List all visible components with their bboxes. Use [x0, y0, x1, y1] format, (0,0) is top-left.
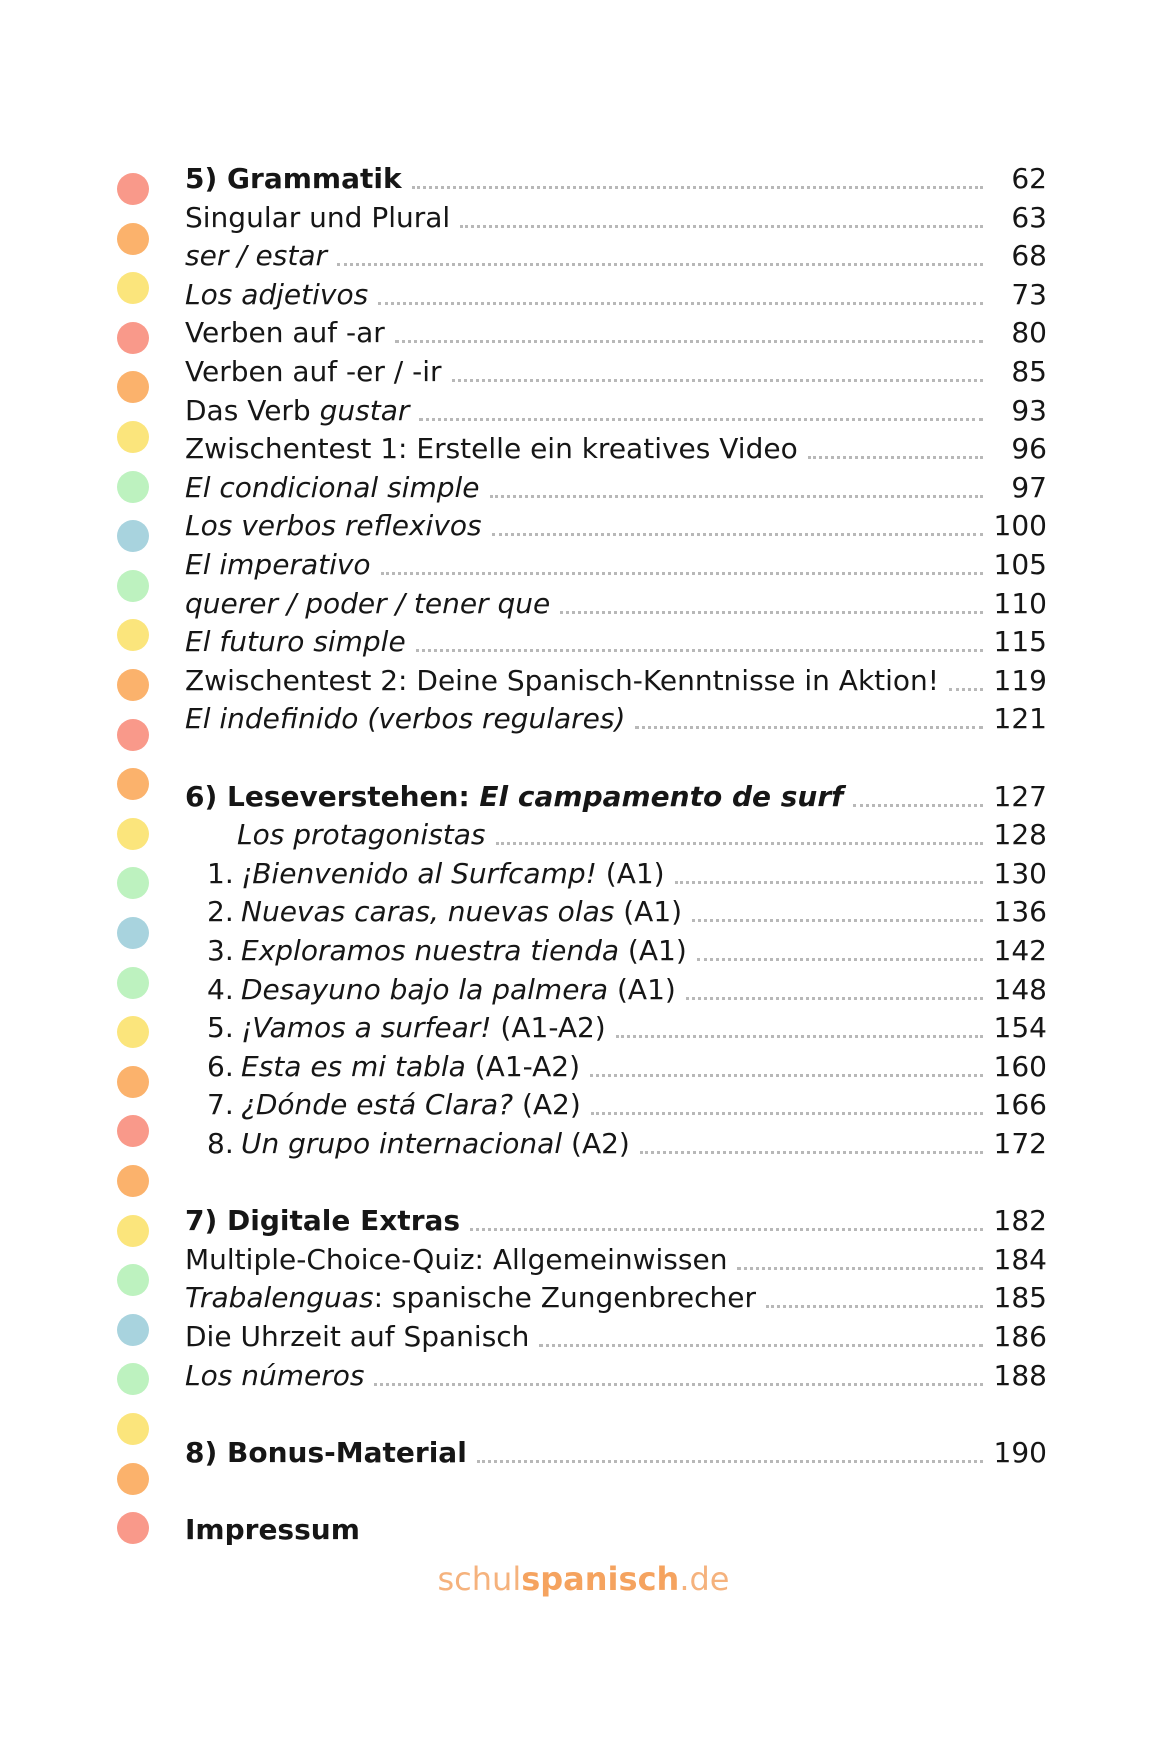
toc-entry[interactable]	[185, 1434, 1047, 1472]
color-dot	[117, 421, 149, 453]
toc-page-number: 185	[993, 1281, 1047, 1315]
toc-page-number: 63	[1011, 200, 1047, 234]
toc-entry-number: 2.	[207, 895, 234, 929]
color-dot	[117, 1314, 149, 1346]
toc-entry-text: Singular und Plural	[185, 200, 451, 234]
toc-entry-title	[185, 353, 442, 391]
toc-entry-title	[185, 507, 482, 545]
color-dot	[117, 520, 149, 552]
toc-page-number: 148	[993, 972, 1047, 1006]
dot-leader	[675, 881, 983, 884]
dot-leader	[452, 379, 984, 382]
color-dot	[117, 471, 149, 503]
color-dot	[117, 272, 149, 304]
toc-entry[interactable]	[185, 971, 1047, 1009]
toc-entry-text: Die Uhrzeit auf Spanisch	[185, 1320, 530, 1353]
toc-entry[interactable]	[185, 855, 1047, 893]
color-dot	[117, 669, 149, 701]
dot-leader	[635, 726, 983, 729]
toc-entry-title	[185, 237, 327, 275]
toc-entry-title	[185, 932, 687, 970]
toc-page-number: 130	[993, 856, 1047, 890]
dot-leader	[737, 1267, 983, 1270]
dot-leader	[616, 1035, 983, 1038]
toc-entry-text: : spanische Zungenbrecher	[373, 1281, 756, 1315]
toc-entry-text: ¿Dónde está Clara?	[241, 1088, 514, 1122]
dot-leader	[490, 495, 983, 498]
toc-entry[interactable]	[185, 1202, 1047, 1240]
dot-leader	[539, 1344, 983, 1347]
color-dot	[117, 818, 149, 850]
toc-entry-title	[185, 314, 385, 352]
toc-page-number: 166	[993, 1088, 1047, 1122]
toc-entry-title	[185, 662, 939, 700]
logo-part-de: .de	[679, 1560, 730, 1598]
dot-leader	[374, 1383, 983, 1386]
toc-entry[interactable]	[185, 392, 1047, 430]
toc-entry-text: (A1)	[619, 934, 687, 967]
toc-entry-title	[185, 546, 371, 584]
toc-entry-text: Nuevas caras, nuevas olas	[241, 895, 615, 929]
color-dot	[117, 223, 149, 255]
toc-entry-number: 7.	[207, 1088, 234, 1122]
toc-entry-title	[185, 1202, 460, 1240]
dot-leader	[808, 456, 983, 459]
toc-entry[interactable]	[185, 199, 1047, 237]
toc-entry-text: (A1-A2)	[465, 1049, 581, 1083]
color-dot	[117, 1066, 149, 1098]
toc-entry-number: 4.	[207, 972, 234, 1006]
toc-entry-text: Zwischentest 2: Deine Spanisch-Kenntnisse in Aktion!	[185, 663, 940, 697]
dot-leader	[381, 572, 983, 575]
toc-entry[interactable]	[185, 314, 1047, 352]
toc-entry-title	[185, 623, 406, 661]
toc-page-number: 128	[993, 818, 1047, 852]
toc-entry[interactable]	[185, 778, 1047, 816]
toc-entry[interactable]	[185, 1357, 1047, 1395]
toc-entry[interactable]	[185, 700, 1047, 738]
toc-page-number: 184	[993, 1242, 1047, 1276]
dot-leader	[591, 1112, 983, 1115]
toc-entry-text: Verben auf -er / -ir	[185, 355, 442, 388]
toc-entry[interactable]	[185, 237, 1047, 275]
toc-entry-text: Zwischentest 1: Erstelle ein kreatives Video	[185, 432, 798, 466]
color-dot	[117, 1463, 149, 1495]
dot-leader	[395, 340, 983, 343]
toc-entry-text: Un grupo internacional	[241, 1127, 563, 1160]
toc-entry-title	[185, 1434, 467, 1472]
toc-entry-text: 6) Leseverstehen:	[185, 779, 480, 813]
toc-entry[interactable]	[185, 546, 1047, 584]
toc-page-number: 62	[1011, 162, 1047, 195]
toc-entry-text: (A1-A2)	[491, 1011, 606, 1045]
toc-entry-text: Desayuno bajo la palmera	[241, 972, 609, 1006]
toc-entry-title	[185, 1086, 581, 1124]
dot-leader	[692, 919, 983, 922]
toc-page-number: 80	[1011, 316, 1047, 350]
toc-page-number: 85	[1011, 355, 1047, 388]
toc-entry-text: Los adjetivos	[185, 277, 369, 311]
toc-entry-title	[185, 276, 368, 314]
toc-entry-text: (A2)	[562, 1127, 630, 1160]
color-dot	[117, 1016, 149, 1048]
color-dot	[117, 1165, 149, 1197]
toc-entry-title	[185, 1241, 727, 1279]
dot-leader	[496, 842, 983, 845]
dot-leader	[416, 649, 983, 652]
toc-entry-title	[185, 199, 450, 237]
toc-page-number: 160	[993, 1049, 1047, 1083]
toc-entry-title	[185, 585, 550, 623]
toc-entry-title	[185, 778, 843, 816]
dot-leader	[590, 1074, 983, 1077]
toc-entry-text: (A1)	[596, 856, 665, 890]
toc-entry-text: Los números	[185, 1358, 365, 1392]
toc-page-number: 121	[993, 702, 1047, 736]
toc-entry[interactable]	[185, 816, 1047, 854]
toc-entry[interactable]	[185, 662, 1047, 700]
toc-entry-title	[185, 160, 402, 198]
toc-page-number: 110	[993, 586, 1047, 620]
toc-page-number: 186	[993, 1320, 1047, 1353]
toc-page-number: 127	[993, 779, 1047, 813]
toc-entry-text: Trabalenguas	[185, 1281, 374, 1315]
toc-page-number: 190	[993, 1435, 1047, 1469]
toc-entry[interactable]	[185, 1009, 1047, 1047]
dot-leader	[492, 533, 983, 536]
dot-leader	[853, 804, 983, 807]
toc-entry[interactable]	[185, 430, 1047, 468]
toc-entry-title	[185, 392, 409, 430]
toc-entry-text: 8) Bonus-Material	[185, 1435, 467, 1469]
toc-entry-title	[185, 855, 665, 893]
dot-leader	[470, 1228, 983, 1231]
toc-page-number: 68	[1011, 239, 1047, 273]
toc-entry-text: ¡Vamos a surfear!	[241, 1011, 492, 1045]
color-dot	[117, 173, 149, 205]
toc-entry-text: querer / poder / tener que	[185, 586, 551, 620]
toc-entry-text: Impressum	[185, 1513, 360, 1546]
dot-leader	[419, 418, 983, 421]
dot-leader	[640, 1151, 983, 1154]
toc-page-number: 93	[1011, 393, 1047, 427]
toc-entry-text: Exploramos nuestra tienda	[241, 934, 620, 967]
color-dot	[117, 371, 149, 403]
toc-entry[interactable]	[185, 353, 1047, 391]
toc-entry[interactable]	[185, 1511, 1047, 1549]
dot-leader	[460, 225, 983, 228]
toc-page-number: 115	[993, 625, 1047, 659]
dot-leader	[697, 958, 983, 961]
dot-leader	[949, 688, 983, 691]
dot-leader	[477, 1460, 983, 1463]
logo-part-schul: schul	[437, 1560, 522, 1598]
toc-entry-title	[185, 1318, 529, 1356]
toc-entry[interactable]	[185, 1241, 1047, 1279]
toc-entry-number: 6.	[207, 1049, 234, 1083]
toc-entry-text: El indefinido (verbos regulares)	[185, 702, 626, 736]
toc-page-number: 100	[993, 509, 1047, 543]
toc-entry-text: El futuro simple	[185, 625, 406, 659]
toc-entry-text: El campamento de surf	[479, 779, 844, 813]
toc-entry-text: Verben auf -ar	[185, 316, 385, 350]
dot-leader	[686, 997, 983, 1000]
toc-entry-text: Los verbos reflexivos	[185, 509, 482, 543]
dot-leader	[378, 302, 983, 305]
toc-entry-text: ser / estar	[185, 239, 328, 273]
toc-entry-title	[185, 469, 480, 507]
toc-entry-number: 5.	[207, 1011, 234, 1045]
dot-leader	[766, 1305, 983, 1308]
toc-entry[interactable]	[185, 507, 1047, 545]
toc-page-number: 97	[1011, 470, 1047, 504]
color-dot	[117, 1413, 149, 1445]
toc-entry-text: El condicional simple	[185, 470, 480, 504]
toc-entry-title	[185, 700, 625, 738]
toc-entry-title	[185, 816, 486, 854]
toc-entry[interactable]	[185, 469, 1047, 507]
toc-entry-title	[185, 893, 682, 931]
toc-entry-number: 3.	[207, 934, 234, 967]
color-dot	[117, 867, 149, 899]
toc-page-number: 172	[993, 1127, 1047, 1160]
color-dot-column	[0, 0, 200, 1600]
toc-entry[interactable]	[185, 1048, 1047, 1086]
color-dot	[117, 719, 149, 751]
toc-entry-title	[185, 1125, 630, 1163]
toc-entry-title	[185, 1357, 364, 1395]
toc-entry[interactable]	[185, 623, 1047, 661]
toc-page-number: 142	[993, 934, 1047, 967]
toc-entry-title	[185, 1048, 580, 1086]
toc-entry-text: Los protagonistas	[237, 818, 486, 852]
toc-entry-text: Das Verb	[185, 393, 320, 427]
toc-entry-title	[185, 1009, 606, 1047]
color-dot	[117, 917, 149, 949]
toc-entry-title	[185, 1279, 756, 1317]
toc-entry[interactable]	[185, 276, 1047, 314]
toc-entry-text: Multiple-Choice-Quiz: Allgemeinwissen	[185, 1242, 728, 1276]
logo-part-spanisch: spanisch	[521, 1560, 680, 1598]
color-dot	[117, 322, 149, 354]
toc-entry-text: (A1)	[608, 972, 676, 1006]
color-dot	[117, 1115, 149, 1147]
toc-entry[interactable]	[185, 1086, 1047, 1124]
toc-entry[interactable]	[185, 585, 1047, 623]
dot-leader	[560, 611, 983, 614]
toc-entry-text: gustar	[319, 393, 410, 427]
dot-leader	[337, 263, 983, 266]
toc-page-number: 188	[993, 1358, 1047, 1392]
toc-entry-title	[185, 430, 798, 468]
toc-entry[interactable]	[185, 1318, 1047, 1356]
toc-entry-text: 7) Digitale Extras	[185, 1204, 461, 1238]
toc-entry-text: El imperativo	[185, 548, 371, 581]
toc-entry[interactable]	[185, 932, 1047, 970]
toc-page-number: 105	[993, 548, 1047, 581]
toc-page-number: 73	[1011, 277, 1047, 311]
toc-entry[interactable]	[185, 1279, 1047, 1317]
color-dot	[117, 967, 149, 999]
toc-entry-text: (A2)	[513, 1088, 581, 1122]
toc-entry-title	[185, 1511, 360, 1549]
color-dot	[117, 1512, 149, 1544]
toc-entry-text: 5) Grammatik	[185, 162, 402, 195]
color-dot	[117, 768, 149, 800]
toc-entry[interactable]	[185, 893, 1047, 931]
toc-page-number: 96	[1011, 432, 1047, 466]
toc-entry[interactable]	[185, 1125, 1047, 1163]
toc-entry-text: (A1)	[614, 895, 683, 929]
dot-leader	[412, 186, 983, 189]
toc-entry-number: 8.	[207, 1127, 234, 1160]
toc-page-number: 119	[993, 663, 1047, 697]
toc-entry-title	[185, 971, 676, 1009]
color-dot	[117, 570, 149, 602]
color-dot	[117, 1215, 149, 1247]
toc-page-number: 136	[993, 895, 1047, 929]
color-dot	[117, 1363, 149, 1395]
toc-entry-number: 1.	[207, 856, 234, 890]
toc-entry-text: ¡Bienvenido al Surfcamp!	[241, 856, 597, 890]
toc-entry-text: Esta es mi tabla	[241, 1049, 466, 1083]
footer-logo	[0, 1560, 1167, 1598]
toc-entry[interactable]	[185, 160, 1047, 198]
toc-page-number: 182	[993, 1204, 1047, 1238]
color-dot	[117, 619, 149, 651]
toc-page-number: 154	[993, 1011, 1047, 1045]
color-dot	[117, 1264, 149, 1296]
